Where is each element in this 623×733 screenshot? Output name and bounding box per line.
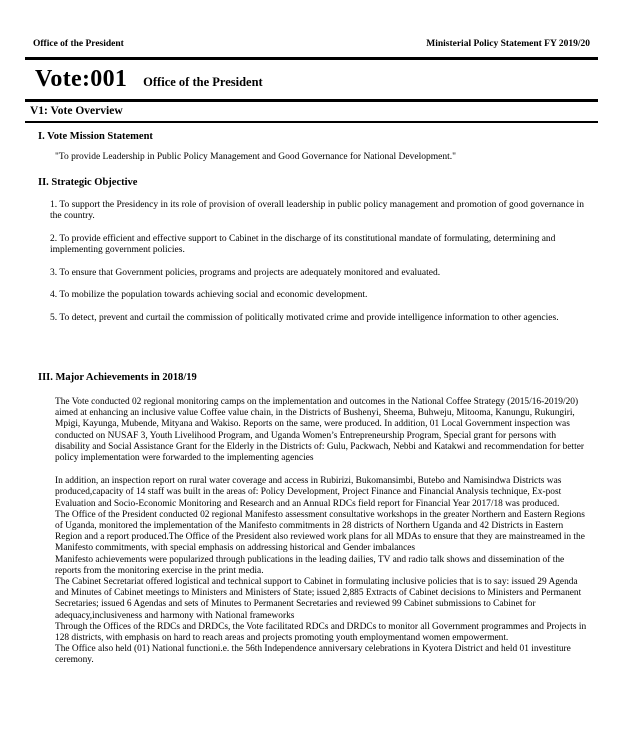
- objective-item-1: 1. To support the Presidency in its role of provision of overall leadership in public policy management and promotion of good governance in the country.: [50, 199, 584, 221]
- vote-title: [25, 60, 598, 99]
- header-right-text: Ministerial Policy Statement FY 2019/20: [426, 39, 590, 49]
- objective-item-4: 4. To mobilize the population towards achieving social and economic development.: [50, 290, 368, 300]
- achievements-paragraph-6: Through the Offices of the RDCs and DRDCs, the Vote facilitated RDCs and DRDCs to monitor all Government programmes and Projects in 128 districts, with emphasis on hard to reach areas and projects promoting youth employmentand women empowerment.: [55, 621, 587, 644]
- achievements-paragraph-4: Manifesto achievements were popularized through publications in the leading dailies, TV and radio talk shows and dissemination of the reports from the monitoring exercise in the print media.: [55, 554, 565, 576]
- mission-text: "To provide Leadership in Public Policy Management and Good Governance for National Development.": [55, 152, 456, 162]
- objective-item-5: 5. To detect, prevent and curtail the commission of politically motivated crime and provide intelligence information to other agencies.: [50, 312, 559, 323]
- strategic-objective-heading: II. Strategic Objective: [38, 176, 138, 188]
- achievements-paragraph-3: The Office of the President conducted 02 regional Manifesto assessment consultative workshops in the greater Northern and Eastern Regions of Uganda, monitored the implementation of the Manifesto commitments in 28 districts of Northern Uganda and 42 Districts in Eastern Region and a report produced.The Office of the President also reviewed work plans for all MDAs to ensure that they are mainstreamed in the Manifesto commitments, with special emphasis on addressing historical and Gender imbalances: [55, 509, 585, 554]
- header-left-text: Office of the President: [33, 39, 124, 49]
- vote-name: Office of the President: [143, 75, 263, 89]
- document-body: [38, 131, 590, 667]
- divider-under-section-bar: [25, 121, 598, 123]
- achievements-heading: III. Major Achievements in 2018/19: [38, 372, 197, 383]
- mission-heading: I. Vote Mission Statement: [38, 131, 153, 142]
- achievements-paragraph-7: The Office also held (01) National functioni.e. the 56th Independence anniversary celebrations in Kyotera District and held 01 investiture ceremony.: [55, 644, 571, 666]
- objective-item-2: 2. To provide efficient and effective support to Cabinet in the discharge of its constitutional mandate of formulating, determining and implementing government policies.: [50, 233, 556, 255]
- achievements-paragraph-5: The Cabinet Secretariat offered logistical and technical support to Cabinet in formulating inclusive policies that is to say: issued 29 Agenda and Minutes of Cabinet meetings to Ministers and Ministers of State; issued 2,885 Extracts of Cabinet decisions to Ministers and Permanent Secretaries; issued 6 Agendas and sets of Minutes to Permanent Secretaries and reviewed 99 Cabinet submissions to Cabinet for adequacy,inclusiveness and harmony with National frameworks: [55, 577, 582, 621]
- section-bar-vote-overview: V1: Vote Overview: [30, 105, 123, 117]
- achievements-paragraph-1: The Vote conducted 02 regional monitoring camps on the implementation and outcomes in the National Coffee Strategy (2015/16-2019/20) aimed at enhancing an inclusive value Coffee value chain, in the Districts of Bushenyi, Sheema, Buhweju, Mitooma, Kanungu, Rukungiri, Mpigi, Kayunga, Mubende, Mityana and Wakiso. Reports on the same, were produced. In addition, 01 Local Government inspection was conducted on NUSAF 3, Youth Livelihood Program, and Uganda Women’s Entrepreneurship Program, Special grant for persons with disability and Social Assistance Grant for the Elderly in the Districts of: Gulu, Packwach, Nebbi and Katakwi and recommendation for better policy implementation were forwarded to the implementing agencies: [55, 397, 585, 464]
- achievements-paragraph-2: In addition, an inspection report on rural water coverage and access in Rubirizi, Bukomansimbi, Butebo and Namisindwa Districts was produced,capacity of 14 staff was built in the areas of: Policy Development, Project Finance and Financial Analysis technique, Ex-post Evaluation and Socio-Economic Monitoring and Research and an Annual RDCs field report for Financial Year 2017/18 was produced.: [55, 476, 562, 509]
- objective-item-3: 3. To ensure that Government policies, programs and projects are adequately monitored and evaluated.: [50, 267, 441, 278]
- document-header: [25, 38, 598, 50]
- vote-code: Vote:001: [35, 66, 128, 92]
